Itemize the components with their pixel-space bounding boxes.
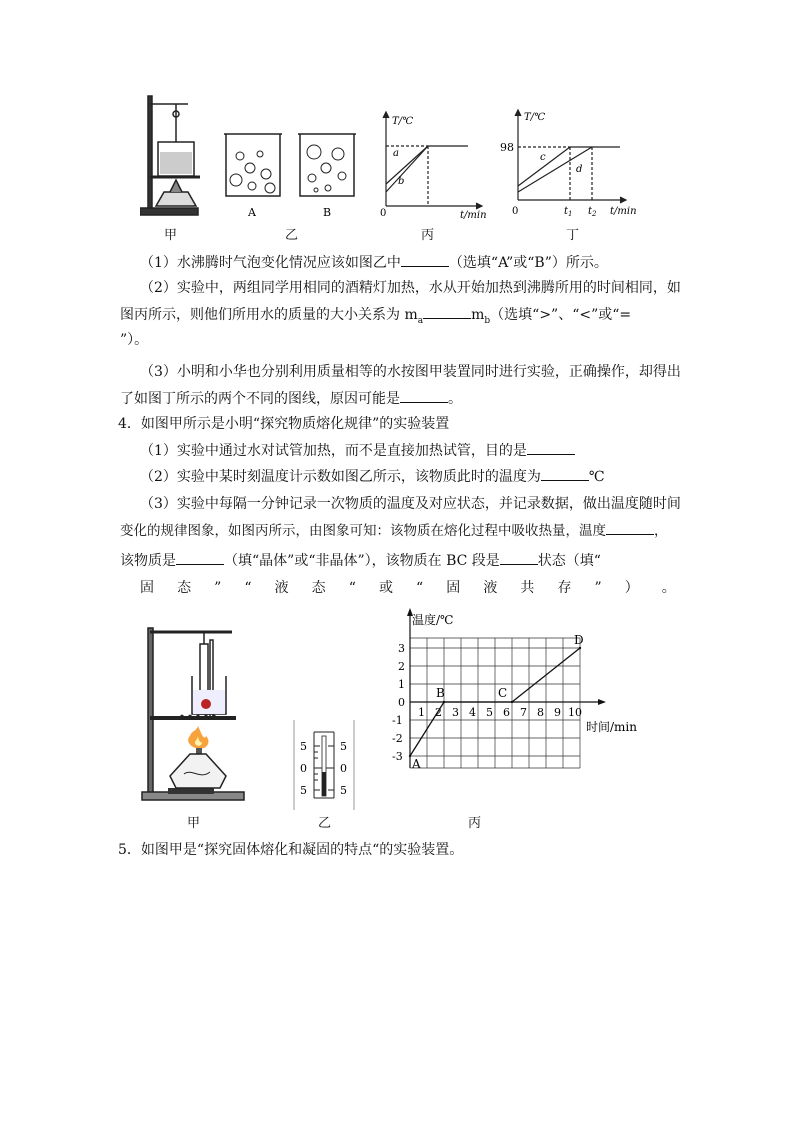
- y-tick-label: 2: [398, 660, 405, 673]
- chart-ylabel: 温度/℃: [412, 613, 454, 627]
- q3-part1-blank[interactable]: [401, 252, 449, 267]
- q4-part2: （2）实验中某时刻温度计示数如图乙所示，该物质此时的温度为 ℃: [140, 466, 605, 487]
- q4-part2-blank[interactable]: [541, 466, 589, 481]
- y-tick-label: -2: [392, 732, 403, 745]
- x-tick-label: 1: [418, 706, 425, 719]
- fig1-bing-xaxis: t/min: [460, 210, 487, 221]
- fig1-ding-xaxis: t/min: [610, 206, 637, 217]
- x-tick-label: 2: [435, 706, 442, 719]
- x-tick-label: 10: [568, 706, 582, 719]
- x-tick-label: 8: [537, 706, 544, 719]
- fig1-caption-bing: 丙: [421, 227, 435, 242]
- y-tick-label: -3: [392, 750, 403, 763]
- q4-part3-line2: 变化的规律图象，如图丙所示，由图象可知：该物质在熔化过程中吸收热量，温度 ，: [120, 520, 668, 541]
- fig1-ding-t1: $t_1$: [564, 206, 573, 218]
- chart-point: [511, 701, 513, 703]
- chart-point-label: A: [412, 757, 421, 771]
- q4-title: 4．如图甲所示是小明“探究物质熔化规律”的实验装置: [118, 416, 450, 432]
- q4-part1-blank[interactable]: [527, 440, 575, 455]
- fig1-graph-ding: [515, 110, 626, 203]
- chart-point: [443, 701, 445, 703]
- thermo-left-5-top: 5: [300, 740, 307, 753]
- fig1-bing-line-a: a: [393, 148, 399, 159]
- fig1-beaker-A: [224, 134, 282, 196]
- q3-part3-line1: （3）小明和小华也分别利用质量相等的水按图甲装置同时进行实验，正确操作，却得出: [140, 364, 681, 380]
- q4-part1: （1）实验中通过水对试管加热，而不是直接加热试管，目的是: [140, 440, 575, 461]
- fig2-thermometer-yi: [290, 720, 360, 810]
- y-tick-label: 3: [398, 642, 405, 655]
- q3-part1: （1）水沸腾时气泡变化情况应该如图乙中 （选填“A”或“B”）所示。: [140, 252, 608, 273]
- chart-point-label: C: [498, 686, 508, 700]
- q3-part2-line3: ”）。: [120, 332, 149, 348]
- x-tick-label: 5: [486, 706, 493, 719]
- q4-part3-line3: 该物质是 （填“晶体”或“非晶体”），该物质在 BC 段是 状态（填“: [120, 550, 601, 571]
- fig1-ding-y98: 98: [500, 141, 514, 154]
- thermo-right-5-top: 5: [340, 740, 347, 753]
- q3-part2-line1: （2）实验中，两组同学用相同的酒精灯加热，水从开始加热到沸腾所用的时间相同，如: [140, 280, 681, 296]
- q3-part2-line2: 图丙所示，则他们所用水的质量的大小关系为 $m_a$ $m_b$（选填“>”、“<”或“=: [120, 304, 631, 331]
- fig2-apparatus-jia: [140, 618, 250, 808]
- fig1-caption-ding: 丁: [566, 227, 580, 242]
- fig1-stand-jia: [140, 96, 200, 215]
- chart-point: [409, 755, 411, 757]
- fig1-ding-line-c: c: [540, 152, 546, 163]
- q4-part3-blank-type[interactable]: [176, 550, 224, 565]
- chart-point-label: D: [574, 633, 584, 647]
- q4-part3-blank-state[interactable]: [500, 550, 538, 565]
- x-tick-label: 6: [503, 706, 510, 719]
- fig2-caption-bing: 丙: [468, 815, 482, 830]
- fig1-caption-yi: 乙: [285, 227, 299, 242]
- thermo-left-0: 0: [300, 762, 307, 775]
- thermo-right-5-bottom: 5: [340, 784, 347, 797]
- fig1-beaker-B: [298, 134, 356, 196]
- fig1-ding-yaxis: T/℃: [524, 112, 546, 123]
- chart-xlabel: 时间/min: [586, 720, 637, 734]
- fig1-ding-origin: 0: [512, 206, 519, 217]
- q5-title: 5．如图甲是“探究固体熔化和凝固的特点“的实验装置。: [118, 842, 464, 858]
- fig1-ding-line-d: d: [576, 164, 583, 175]
- thermo-left-5-bottom: 5: [300, 784, 307, 797]
- q4-part3-line4: 固 态 ” “ 液 态 “ 或 “ 固 液 共 存 ” ） 。: [140, 580, 676, 596]
- fig2-caption-jia: 甲: [187, 815, 201, 830]
- chart-point-label: B: [436, 686, 445, 700]
- q3-part2-blank[interactable]: [423, 304, 471, 319]
- y-tick-label: 0: [398, 696, 405, 709]
- x-tick-label: 4: [469, 706, 476, 719]
- q4-part3-line1: （3）实验中每隔一分钟记录一次物质的温度及对应状态，并记录数据，做出温度随时间: [140, 496, 681, 512]
- q4-part3-blank-temp[interactable]: [606, 520, 654, 535]
- fig1-label-B: B: [323, 206, 332, 219]
- fig1-ding-t2: $t_2$: [588, 206, 597, 218]
- fig1-label-A: A: [248, 206, 256, 219]
- q3-part3-blank[interactable]: [400, 388, 448, 403]
- x-tick-label: 3: [452, 706, 459, 719]
- melting-chart: [388, 600, 658, 780]
- fig1-bing-origin: 0: [380, 208, 387, 219]
- fig1-bing-yaxis: T/℃: [392, 116, 414, 127]
- chart-grid: [410, 638, 580, 768]
- y-tick-label: 1: [398, 678, 405, 691]
- x-axis-arrow: [598, 699, 606, 705]
- q3-part3-line2: 了如图丁所示的两个不同的图线，原因可能是 。: [120, 388, 462, 409]
- thermo-right-0: 0: [340, 762, 347, 775]
- chart-point: [579, 647, 581, 649]
- fig2-caption-yi: 乙: [318, 815, 332, 830]
- fig1-caption-jia: 甲: [164, 227, 178, 242]
- figure-1-apparatus: [140, 92, 680, 242]
- x-tick-label: 7: [520, 706, 527, 719]
- y-tick-label: -1: [392, 714, 403, 727]
- fig1-bing-line-b: b: [398, 176, 405, 187]
- x-tick-label: 9: [554, 706, 561, 719]
